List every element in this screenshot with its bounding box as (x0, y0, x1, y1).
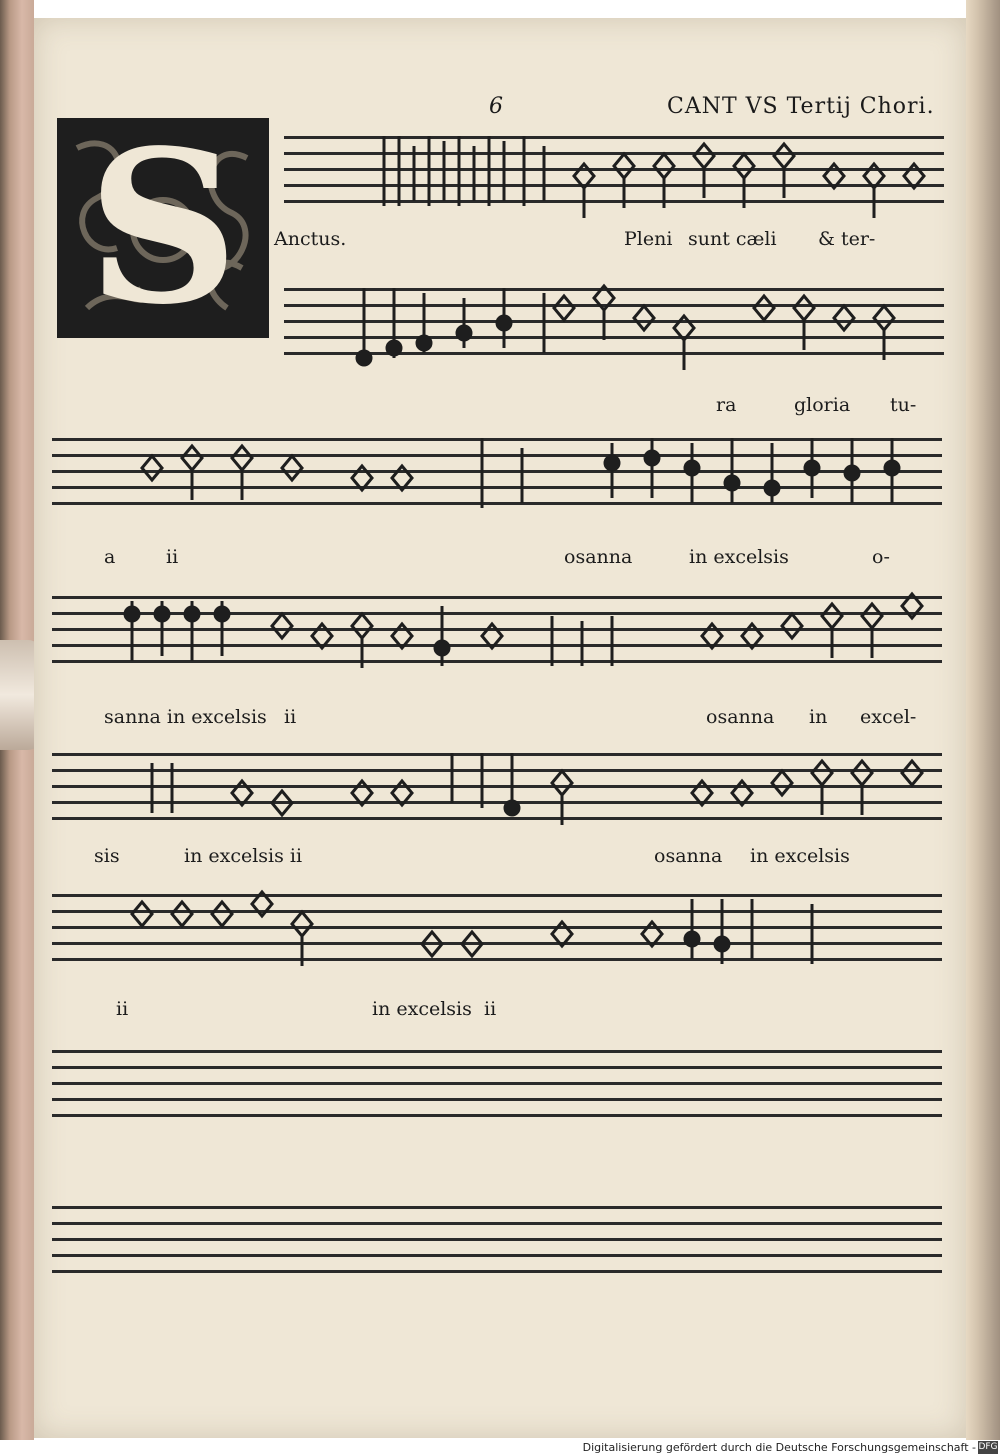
lyric: ii (484, 998, 497, 1020)
lyric: Pleni (624, 228, 673, 250)
lyric: Anctus. (274, 228, 347, 250)
page-title: CANT VS Tertij Chori. (667, 94, 935, 119)
lyric: in excelsis (372, 998, 472, 1020)
book-fore-edge (966, 0, 1000, 1440)
staff-line (52, 1066, 942, 1069)
lyric: tu- (890, 394, 917, 416)
lyric: osanna (564, 546, 633, 568)
staff-6-notes (52, 884, 942, 994)
staff-line (52, 1050, 942, 1053)
lyric: in excelsis (750, 845, 850, 867)
staff-line (52, 1222, 942, 1225)
staff-1-notes (284, 126, 944, 236)
staff-line (52, 1098, 942, 1101)
lyric: in (809, 706, 828, 728)
lyric: sunt cæli (688, 228, 777, 250)
music-page (34, 18, 966, 1438)
lyric: in excelsis ii (184, 845, 303, 867)
staff-line (52, 1206, 942, 1209)
lyric: gloria (794, 394, 851, 416)
staff-line (52, 1254, 942, 1257)
staff-5-notes (52, 743, 942, 853)
lyric: sanna in excelsis (104, 706, 267, 728)
lyric: ii (116, 998, 129, 1020)
staff-line (52, 1114, 942, 1117)
lyric: & ter- (818, 228, 876, 250)
staff-line (52, 1238, 942, 1241)
lyric: sis (94, 845, 120, 867)
staff-4-notes (52, 586, 942, 696)
lyric: excel- (860, 706, 917, 728)
lyric: in excelsis (689, 546, 789, 568)
staff-3-notes (52, 428, 942, 538)
lyric: o- (872, 546, 890, 568)
lyric: a (104, 546, 116, 568)
lyric: ii (284, 706, 297, 728)
staff-line (52, 1270, 942, 1273)
decorated-initial (57, 104, 269, 351)
digitization-credit: Digitalisierung gefördert durch die Deutsche Forschungsgemeinschaft - (582, 1441, 976, 1454)
lyric: osanna (706, 706, 775, 728)
page-number: 6 (489, 94, 503, 119)
lyric: ii (166, 546, 179, 568)
initial-letter: S (87, 104, 239, 351)
staff-line (52, 1082, 942, 1085)
dfg-logo: DFG (978, 1442, 998, 1452)
lyric: ra (716, 394, 737, 416)
lyric: osanna (654, 845, 723, 867)
staff-2-notes (284, 278, 944, 388)
